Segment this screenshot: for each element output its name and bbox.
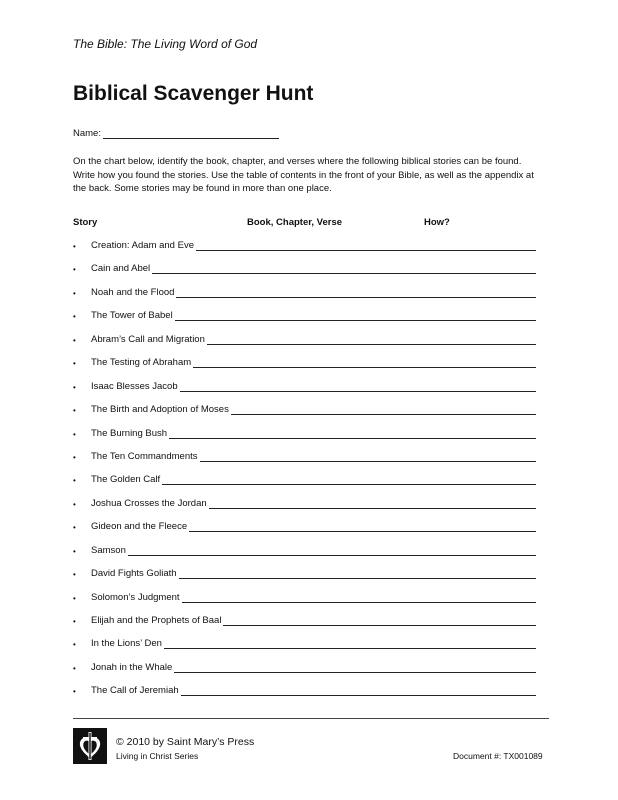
bullet-icon: • [73,335,76,345]
story-item [73,592,536,615]
bullet-icon: • [73,476,76,486]
story-label: The Burning Bush [91,427,168,439]
series-title: The Bible: The Living Word of God [73,37,258,51]
answer-blank-line [231,404,536,415]
column-header-how: How? [424,217,450,228]
story-label: The Ten Commandments [91,450,198,462]
story-item [73,240,536,263]
answer-blank-line [164,638,536,649]
bullet-icon: • [73,406,76,416]
story-item [73,685,536,708]
answer-blank-line [128,545,536,556]
story-label: In the Lions’ Den [91,638,162,650]
answer-blank-line [207,334,536,345]
answer-blank-line [196,240,536,251]
answer-blank-line [169,428,536,439]
story-label: Elijah and the Prophets of Baal [91,615,222,626]
story-label: The Tower of Babel [91,310,173,322]
page-title: Biblical Scavenger Hunt [73,82,314,105]
story-list [73,240,536,709]
story-item [73,287,536,310]
footer-divider [73,718,549,719]
answer-blank-line [175,310,536,321]
bullet-icon: • [73,546,76,556]
story-label: Joshua Crosses the Jordan [91,497,207,509]
bullet-icon: • [73,242,76,251]
instructions-paragraph: On the chart below, identify the book, chapter, and verses where the following biblical stories can be found. Write how you found the stories. Use the table of contents in the front of your Bible, as well as the appendix at the back. Some stories may be found in more than one place. [73,156,534,194]
story-item [73,545,536,568]
story-item [73,334,536,357]
bullet-icon: • [73,687,76,697]
bullet-icon: • [73,265,76,275]
answer-blank-line [182,592,536,603]
story-item [73,451,536,474]
story-label: Creation: Adam and Eve [91,240,194,251]
story-label: David Fights Goliath [91,568,177,580]
story-item [73,638,536,661]
story-label: Samson [91,544,126,556]
answer-blank-line [189,521,536,532]
story-item [73,498,536,521]
story-label: Isaac Blesses Jacob [91,380,178,392]
bullet-icon: • [73,429,76,439]
answer-blank-line [180,381,536,392]
story-label: Gideon and the Fleece [91,521,188,533]
bullet-icon: • [73,570,76,580]
bullet-icon: • [73,382,76,392]
story-label: The Testing of Abraham [91,357,192,369]
column-header-story: Story [73,217,98,228]
story-item [73,357,536,380]
story-label: Noah and the Flood [91,286,175,298]
answer-blank-line [193,357,536,368]
bullet-icon: • [73,640,76,650]
copyright-text: © 2010 by Saint Mary’s Press [116,736,255,748]
bullet-icon: • [73,523,76,533]
name-label: Name: [73,128,101,139]
story-label: The Call of Jeremiah [91,685,179,697]
answer-blank-line [179,568,536,579]
story-label: Jonah in the Whale [91,661,173,673]
story-item [73,381,536,404]
bullet-icon: • [73,288,76,298]
bullet-icon: • [73,359,76,369]
story-item [73,568,536,591]
story-item [73,428,536,451]
story-item [73,404,536,427]
name-field [73,128,279,139]
answer-blank-line [176,287,536,298]
document-number: Document #: TX001089 [453,751,543,761]
bullet-icon: • [73,663,76,673]
bullet-icon: • [73,312,76,322]
story-item [73,615,536,638]
story-label: Cain and Abel [91,263,151,275]
bullet-icon: • [73,617,76,626]
series-name: Living in Christ Series [116,751,199,761]
saint-marys-press-logo-icon [73,728,107,764]
story-item [73,521,536,544]
answer-blank-line [209,498,536,509]
answer-blank-line [200,451,537,462]
story-label: The Golden Calf [91,474,161,486]
name-blank-line [103,128,279,139]
bullet-icon: • [73,452,76,462]
answer-blank-line [223,615,536,626]
story-item [73,263,536,286]
story-label: Abram’s Call and Migration [91,333,205,345]
story-item [73,662,536,685]
bullet-icon: • [73,593,76,603]
answer-blank-line [162,474,536,485]
story-item [73,310,536,333]
story-label: The Birth and Adoption of Moses [91,404,229,416]
answer-blank-line [181,685,536,696]
story-item [73,474,536,497]
answer-blank-line [152,263,536,274]
bullet-icon: • [73,499,76,509]
story-label: Solomon’s Judgment [91,591,180,603]
column-header-reference: Book, Chapter, Verse [247,217,343,228]
answer-blank-line [174,662,536,673]
